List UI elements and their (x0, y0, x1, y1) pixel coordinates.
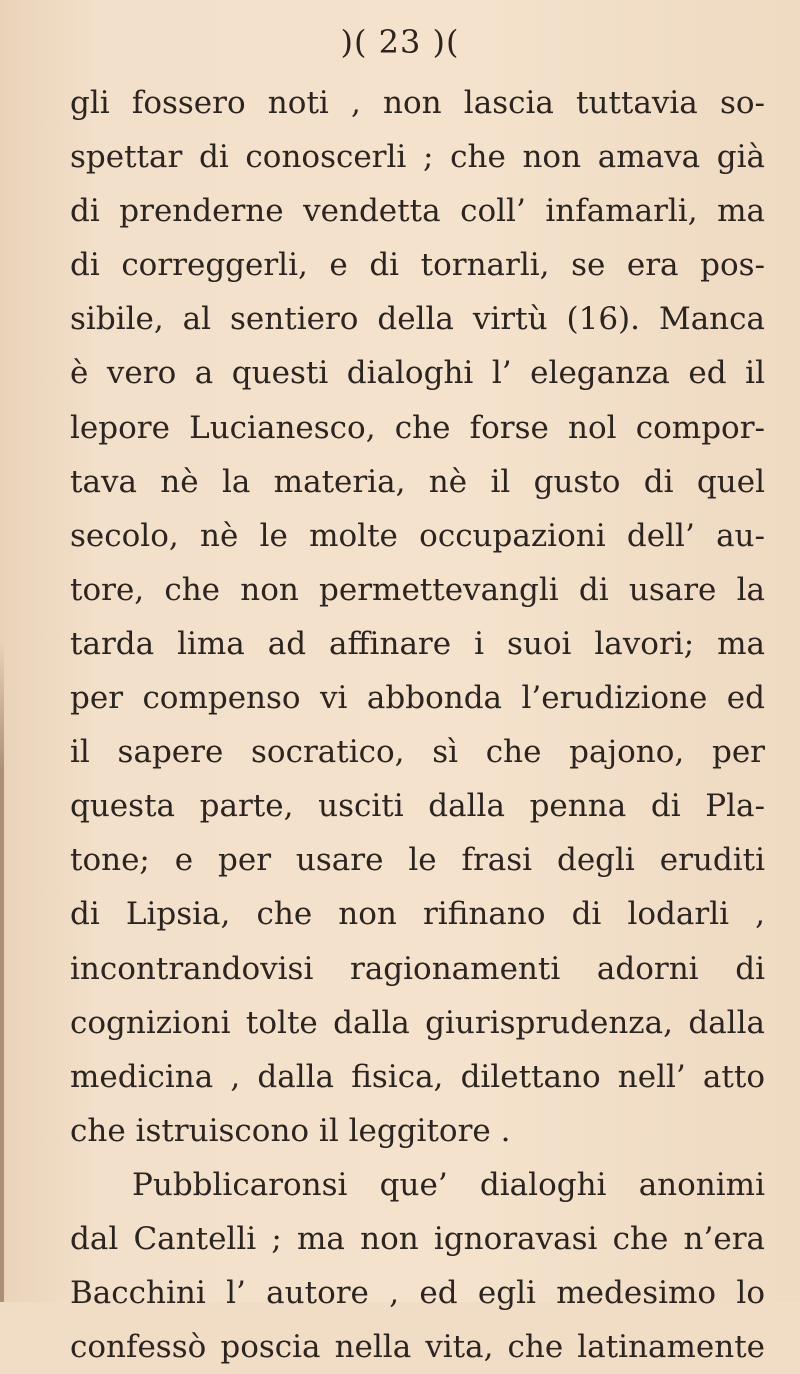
text-line: incontrandovisi ragionamenti adorni di (70, 950, 765, 987)
text-line: è vero a questi dialoghi l’ eleganza ed il (70, 355, 765, 392)
text-line: secolo, nè le molte occupazioni dell’ au- (70, 517, 765, 554)
text-line: lepore Lucianesco, che forse nol compor- (70, 409, 765, 446)
text-line: che istruiscono il leggitore . (70, 1112, 511, 1149)
text-line: gli fossero noti , non lascia tuttavia so- (70, 85, 765, 121)
body-text (70, 76, 765, 1374)
text-line: per compenso vi abbonda l’erudizione ed (70, 680, 765, 717)
text-line: Pubblicaronsi que’ dialoghi anonimi (132, 1166, 765, 1203)
text-line: Bacchini l’ autore , ed egli medesimo lo (70, 1275, 765, 1312)
text-line: medicina , dalla fisica, dilettano nell’ atto (70, 1058, 765, 1095)
page-binding-edge (0, 640, 4, 1302)
text-line: spettar di conoscerli ; che non amava già (70, 139, 765, 176)
text-line: confessò poscia nella vita, che latinamente (70, 1329, 765, 1366)
text-line: dal Cantelli ; ma non ignoravasi che n’era (70, 1220, 765, 1257)
text-line: tore, che non permettevangli di usare la (70, 571, 765, 608)
page-number: )( 23 )( (340, 23, 460, 61)
text-line: tone; e per usare le frasi degli eruditi (70, 842, 765, 879)
text-line: cognizioni tolte dalla giurisprudenza, dalla (70, 1004, 765, 1041)
text-line: tava nè la materia, nè il gusto di quel (70, 463, 765, 500)
text-line: di prenderne vendetta coll’ infamarli, ma (70, 193, 765, 230)
text-line: il sapere socratico, sì che pajono, per (70, 734, 765, 771)
text-line: questa parte, usciti dalla penna di Pla- (70, 788, 765, 825)
text-line: sibile, al sentiero della virtù (16). Manca (70, 301, 765, 338)
text-line: di Lipsia, che non rifinano di lodarli , (70, 896, 765, 933)
text-line: tarda lima ad affinare i suoi lavori; ma (70, 625, 765, 662)
text-line: di correggerli, e di tornarli, se era pos- (70, 247, 765, 284)
